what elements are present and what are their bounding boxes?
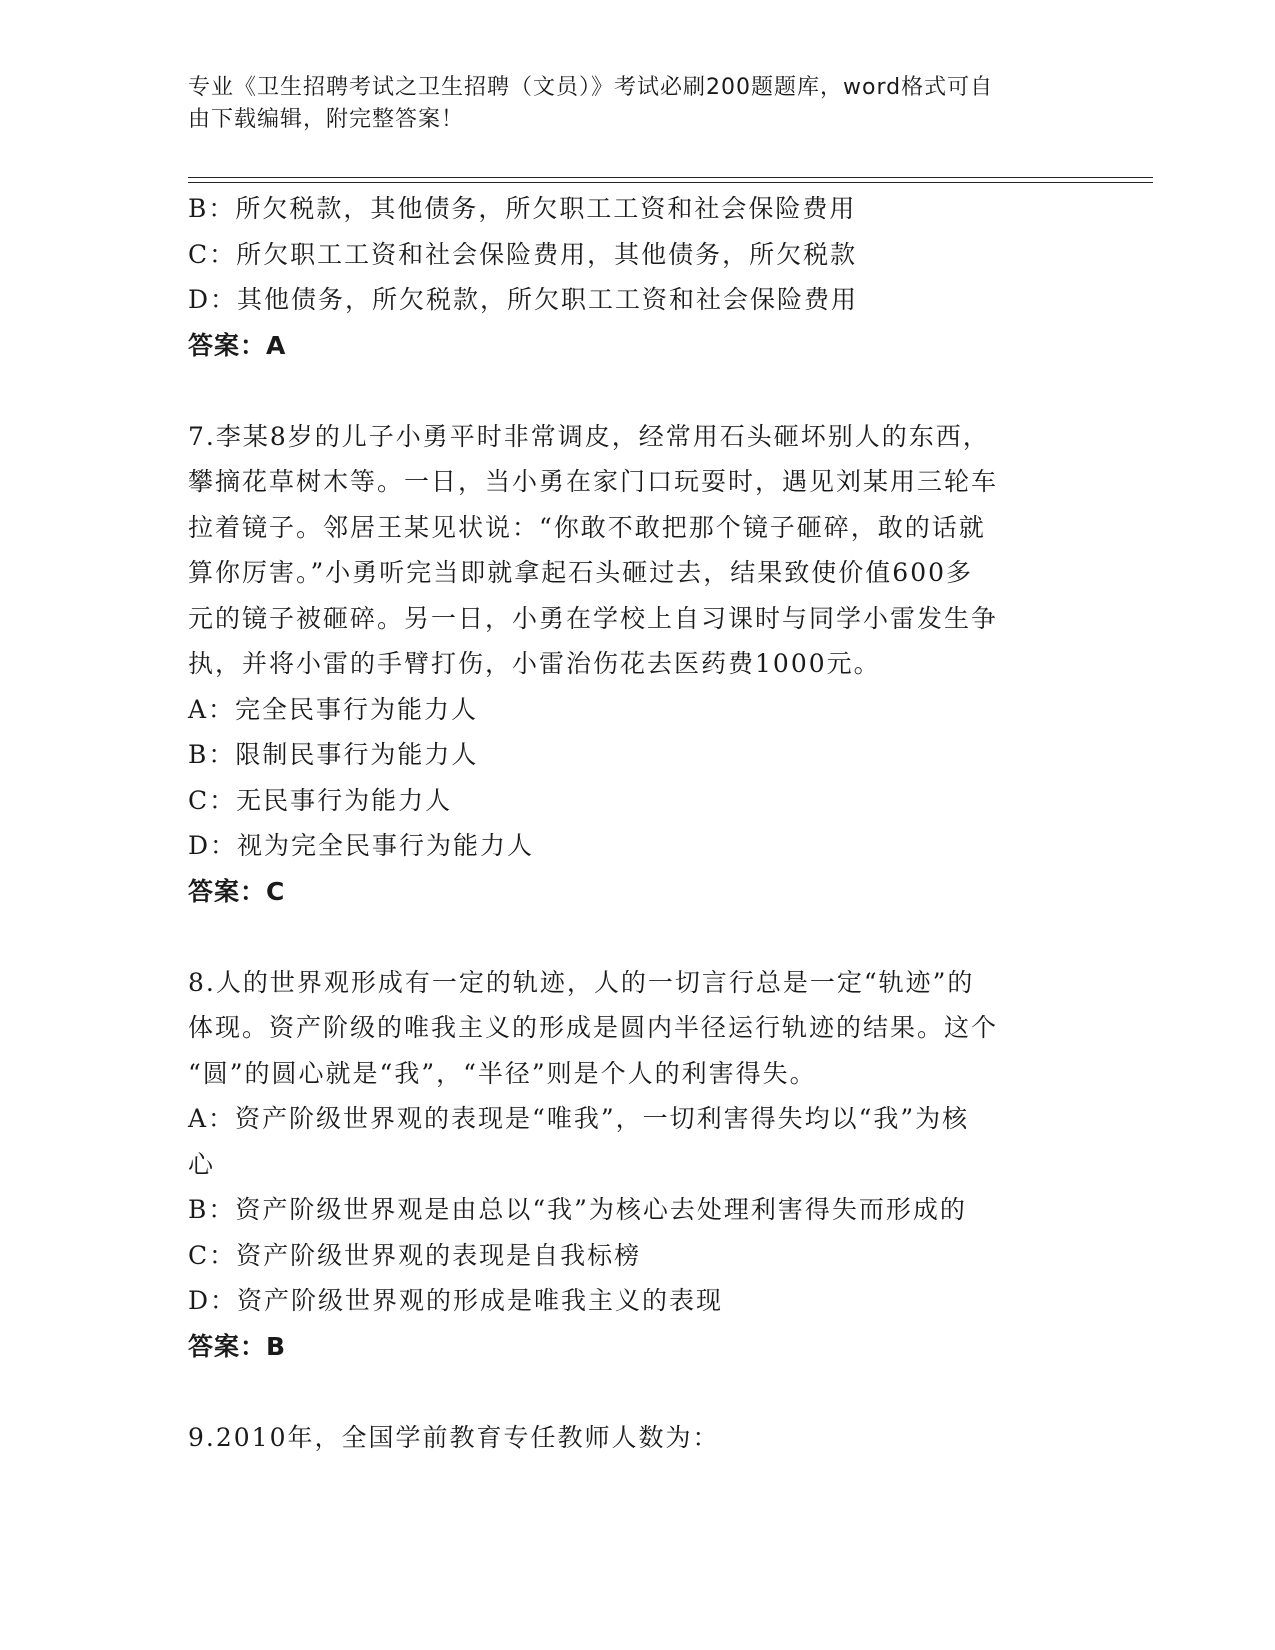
question-7 xyxy=(188,414,1088,915)
option-c: C：资产阶级世界观的表现是自我标榜 xyxy=(188,1240,642,1270)
question-9 xyxy=(188,1415,1088,1461)
question-8 xyxy=(188,960,1088,1370)
question-stem-line: 攀摘花草树木等。一日，当小勇在家门口玩耍时，遇见刘某用三轮车 xyxy=(188,467,999,496)
option-a: A：完全民事行为能力人 xyxy=(188,694,479,724)
option-a: A：资产阶级世界观的表现是“唯我”，一切利害得失均以“我”为核 xyxy=(188,1104,970,1133)
question-stem-line: “圆”的圆心就是“我”，“半径”则是个人的利害得失。 xyxy=(188,1058,817,1088)
option-b: B：资产阶级世界观是由总以“我”为核心去处理利害得失而形成的 xyxy=(188,1195,967,1224)
question-stem-line: 9.2010年，全国学前教育专任教师人数为： xyxy=(188,1422,720,1452)
option-c: C：所欠职工工资和社会保险费用，其他债务，所欠税款 xyxy=(188,239,858,269)
question-stem-line: 体现。资产阶级的唯我主义的形成是圆内半径运行轨迹的结果。这个 xyxy=(188,1013,999,1042)
question-stem-line: 7.李某8岁的儿子小勇平时非常调皮，经常用石头砸坏别人的东西， xyxy=(188,421,990,451)
option-c: C：无民事行为能力人 xyxy=(188,785,453,815)
header-divider xyxy=(188,177,1153,178)
option-d: D：视为完全民事行为能力人 xyxy=(188,831,535,860)
question-list xyxy=(188,186,1088,1460)
question-stem-line: 元的镜子被砸碎。另一日，小勇在学校上自习课时与同学小雷发生争 xyxy=(188,603,999,633)
option-b: B：限制民事行为能力人 xyxy=(188,740,479,769)
option-d: D：其他债务，所欠税款，所欠职工工资和社会保险费用 xyxy=(188,285,859,314)
option-b: B：所欠税款，其他债务，所欠职工工资和社会保险费用 xyxy=(188,194,857,223)
option-a-continued: 心 xyxy=(188,1149,216,1179)
header-line: 专业《卫生招聘考试之卫生招聘（文员）》考试必刷200题题库，word格式可自 xyxy=(188,75,994,100)
question-stem-line: 算你厉害。”小勇听完当即就拿起石头砸过去，结果致使价值600多 xyxy=(188,558,974,587)
question-6-tail xyxy=(188,186,1088,368)
header-divider xyxy=(188,182,1153,183)
answer-line: 答案：B xyxy=(188,1331,287,1361)
answer-line: 答案：C xyxy=(188,876,286,906)
option-d: D：资产阶级世界观的形成是唯我主义的表现 xyxy=(188,1286,724,1315)
question-stem-line: 8.人的世界观形成有一定的轨迹，人的一切言行总是一定“轨迹”的 xyxy=(188,967,975,997)
page-header xyxy=(188,72,1068,136)
question-stem-line: 拉着镜子。邻居王某见状说：“你敢不敢把那个镜子砸碎，敢的话就 xyxy=(188,512,986,542)
header-line: 由下载编辑，附完整答案！ xyxy=(188,107,465,132)
answer-line: 答案：A xyxy=(188,330,287,360)
question-stem-line: 执，并将小雷的手臂打伤，小雷治伤花去医药费1000元。 xyxy=(188,649,881,678)
